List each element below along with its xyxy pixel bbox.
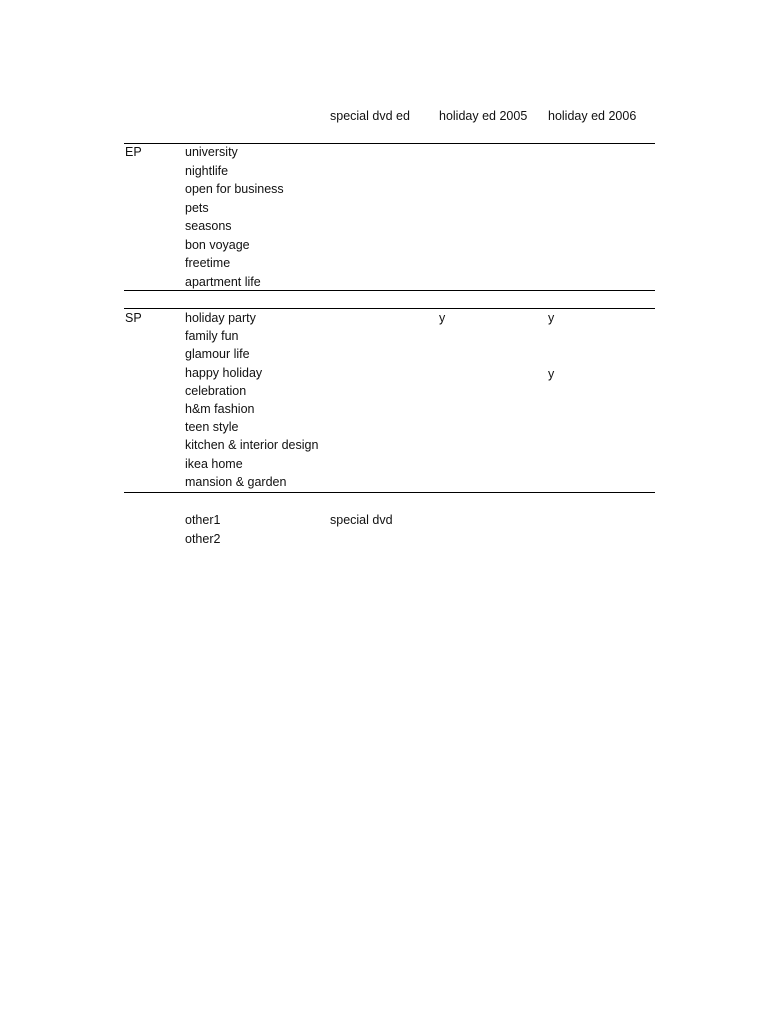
column-header-special-dvd-ed: special dvd ed xyxy=(330,109,410,123)
list-item-sp: holiday party xyxy=(185,311,256,325)
list-item-sp: ikea home xyxy=(185,456,243,471)
list-item-ep: pets xyxy=(185,200,209,215)
column-header-holiday-ed-2006: holiday ed 2006 xyxy=(548,109,637,123)
cell-holiday-2006: y xyxy=(548,367,555,381)
list-item-ep: seasons xyxy=(185,219,232,233)
list-item-ep: freetime xyxy=(185,256,231,270)
table-rule-ep-bottom xyxy=(124,290,655,291)
cell-special-dvd: special dvd xyxy=(330,513,393,527)
list-item-sp: h&m fashion xyxy=(185,402,255,416)
list-item-ep: university xyxy=(185,145,238,159)
list-item-sp: celebration xyxy=(185,383,247,398)
list-item-sp: family fun xyxy=(185,329,239,344)
list-item-ep: apartment life xyxy=(185,274,261,289)
cell-holiday-2005: y xyxy=(439,311,446,325)
group-label-ep: EP xyxy=(125,145,142,159)
list-item-sp: kitchen & interior design xyxy=(185,438,319,453)
list-item-other: other2 xyxy=(185,531,221,546)
list-item-other: other1 xyxy=(185,513,221,527)
column-header-holiday-ed-2005: holiday ed 2005 xyxy=(439,109,528,123)
list-item-sp: glamour life xyxy=(185,347,250,362)
list-item-sp: teen style xyxy=(185,420,239,435)
group-label-sp: SP xyxy=(125,311,142,325)
list-item-ep: open for business xyxy=(185,182,284,196)
list-item-sp: mansion & garden xyxy=(185,474,287,489)
list-item-ep: nightlife xyxy=(185,163,229,178)
list-item-sp: happy holiday xyxy=(185,365,263,380)
table-rule-sp-bottom xyxy=(124,492,655,493)
cell-holiday-2006: y xyxy=(548,311,555,325)
list-item-ep: bon voyage xyxy=(185,237,250,252)
